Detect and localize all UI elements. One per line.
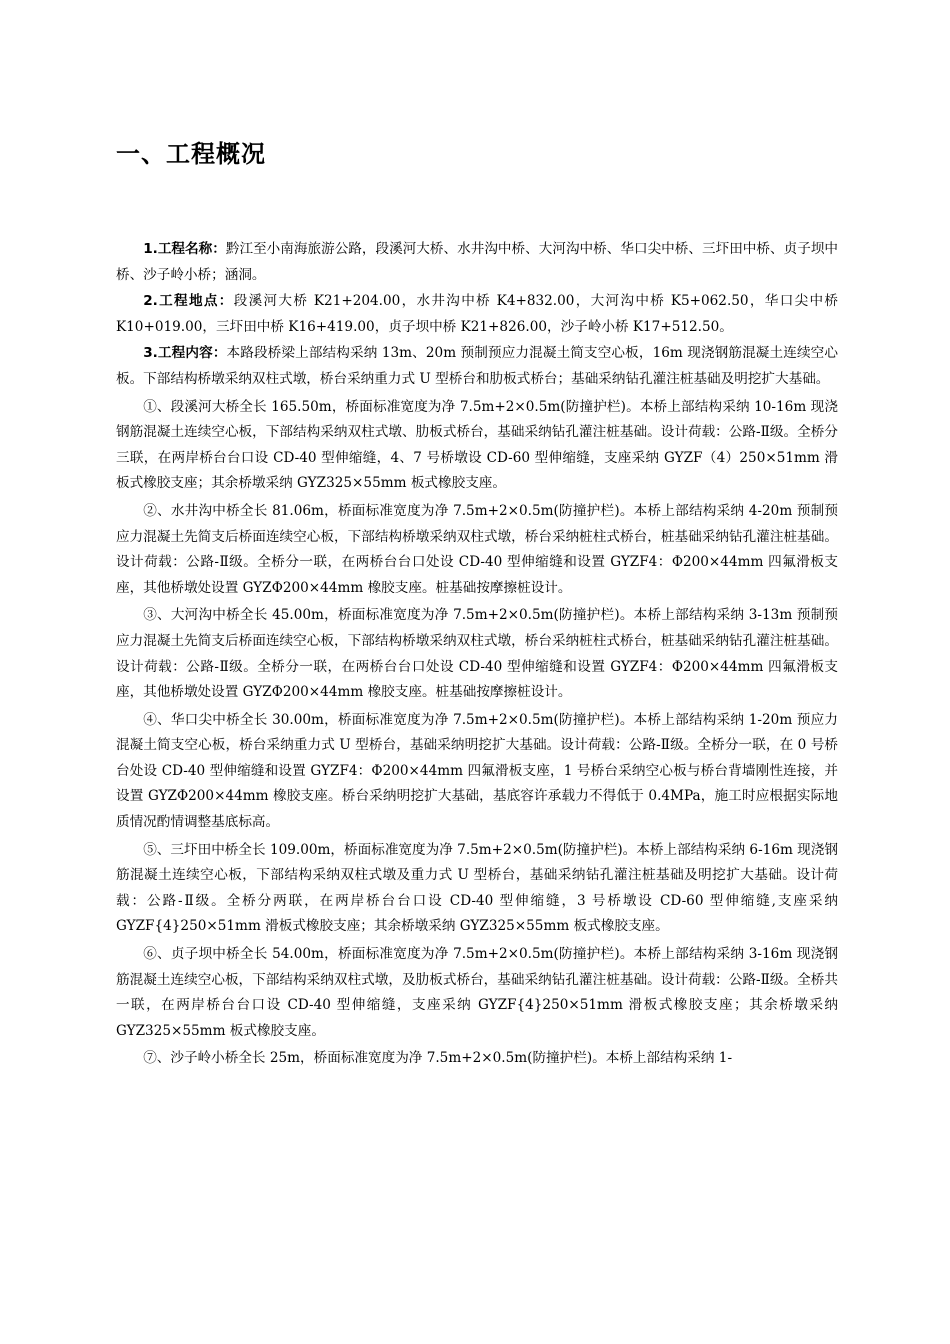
project-name-text: 黔江至小南海旅游公路，段溪河大桥、水井沟中桥、大河沟中桥、华口尖中桥、三圷田中桥、贞子坝中桥、沙子岭小桥；涵洞。 <box>116 241 839 283</box>
project-location-text: 段溪河大桥 K21+204.00，水井沟中桥 K4+832.00，大河沟中桥 K5+062.50，华口尖中桥 K10+019.00，三圷田中桥 K16+419.00，贞子坝中桥 K21+826.00，沙子岭小桥 K17+512.50。 <box>116 293 839 335</box>
bridge-paragraph-3: ③、大河沟中桥全长 45.00m，桥面标准宽度为净 7.5m+2×0.5m(防撞护栏)。本桥上部结构采纳 3-13m 预制预应力混凝土先简支后桥面连续空心板，下部结构桥墩采纳双柱式墩，桥台采纳桩柱式桥台，桩基础采纳钻孔灌注桩基础。设计荷载：公路-Ⅱ级。全桥分一联，在两桥台台口处设 CD-40 型伸缩缝和设置 GYZF4：Φ200×44mm 四氟滑板支座，其他桥墩处设置 GYZΦ200×44mm 橡胶支座。桩基础按摩擦桩设计。 <box>116 607 838 701</box>
project-name-label: 1.工程名称 <box>143 241 213 257</box>
bridge-paragraph-4: ④、华口尖中桥全长 30.00m，桥面标准宽度为净 7.5m+2×0.5m(防撞护栏)。本桥上部结构采纳 1-20m 预应力混凝土简支空心板，桥台采纳重力式 U 型桥台，基础采纳明挖扩大基础。设计荷载：公路-Ⅱ级。全桥分一联，在 0 号桥台处设 CD-40 型伸缩缝和设置 GYZF4：Φ200×44mm 四氟滑板支座，1 号桥台采纳空心板与桥台背墙刚性连接，并设置 GYZΦ200×44mm 橡胶支座。桥台采纳明挖扩大基础，基底容许承载力不得低于 0.4MPa，施工时应根据实际地质情况酌情调整基底标高。 <box>116 711 838 831</box>
bridge-paragraph-5: ⑤、三圷田中桥全长 109.00m，桥面标准宽度为净 7.5m+2×0.5m(防撞护栏)。本桥上部结构采纳 6-16m 现浇钢筋混凝土连续空心板，下部结构采纳双柱式墩及重力式 U 型桥台，基础采纳钻孔灌注桩基础及明挖扩大基础。设计荷载：公路-Ⅱ级。全桥分两联，在两岸桥台台口设 CD-40 型伸缩缝，3 号桥墩设 CD-60 型伸缩缝,支座采纳 GYZF{4}250×51mm 滑板式橡胶支座；其余桥墩采纳 GYZ325×55mm 板式橡胶支座。 <box>116 841 838 935</box>
project-location-paragraph: 2.工程地点：段溪河大桥 K21+204.00，水井沟中桥 K4+832.00，大河沟中桥 K5+062.50，华口尖中桥 K10+019.00，三圷田中桥 K16+419.00，贞子坝中桥 K21+826.00，沙子岭小桥 K17+512.50。 <box>116 293 839 335</box>
bridge-paragraph-6: ⑥、贞子坝中桥全长 54.00m，桥面标准宽度为净 7.5m+2×0.5m(防撞护栏)。本桥上部结构采纳 3-16m 现浇钢筋混凝土连续空心板，下部结构采纳双柱式墩，及肋板式桥台，基础采纳钻孔灌注桩基础。设计荷载：公路-Ⅱ级。全桥共一联，在两岸桥台台口设 CD-40 型伸缩缝，支座采纳 GYZF{4}250×51mm 滑板式橡胶支座；其余桥墩采纳 GYZ325×55mm 板式橡胶支座。 <box>116 946 838 1039</box>
project-content-paragraph: 3.工程内容：本路段桥梁上部结构采纳 13m、20m 预制预应力混凝土简支空心板，16m 现浇钢筋混凝土连续空心板。下部结构桥墩采纳双柱式墩，桥台采纳重力式 U 型桥台和肋板式桥台；基础采纳钻孔灌注桩基础及明挖扩大基础。 <box>116 345 838 387</box>
project-location-label: 2.工程地点 <box>143 293 219 310</box>
project-content-label: 3.工程内容 <box>143 345 213 362</box>
document-body <box>116 236 838 1072</box>
project-content-text: 本路段桥梁上部结构采纳 13m、20m 预制预应力混凝土简支空心板，16m 现浇钢筋混凝土连续空心板。下部结构桥墩采纳双柱式墩，桥台采纳重力式 U 型桥台和肋板式桥台；基础采纳钻孔灌注桩基础及明挖扩大基础。 <box>116 345 838 387</box>
bridge-paragraph-1: ①、段溪河大桥全长 165.50m，桥面标准宽度为净 7.5m+2×0.5m(防撞护栏)。本桥上部结构采纳 10-16m 现浇钢筋混凝土连续空心板，下部结构采纳双柱式墩、肋板式桥台，基础采纳钻孔灌注桩基础。设计荷载：公路-Ⅱ级。全桥分三联，在两岸桥台台口设 CD-40 型伸缩缝，4、7 号桥墩设 CD-60 型伸缩缝，支座采纳 GYZF（4）250×51mm 滑板式橡胶支座；其余桥墩采纳 GYZ325×55mm 板式橡胶支座。 <box>116 398 838 492</box>
bridge-paragraph-7: ⑦、沙子岭小桥全长 25m，桥面标准宽度为净 7.5m+2×0.5m(防撞护栏)。本桥上部结构采纳 1- <box>143 1050 733 1067</box>
bridge-paragraph-2: ②、水井沟中桥全长 81.06m，桥面标准宽度为净 7.5m+2×0.5m(防撞护栏)。本桥上部结构采纳 4-20m 预制预应力混凝土先简支后桥面连续空心板，下部结构桥墩采纳双柱式墩，桥台采纳桩柱式桥台，桩基础采纳钻孔灌注桩基础。设计荷载：公路-Ⅱ级。全桥分一联，在两桥台台口处设 CD-40 型伸缩缝和设置 GYZF4：Φ200×44mm 四氟滑板支座，其他桥墩处设置 GYZΦ200×44mm 橡胶支座。桩基础按摩擦桩设计。 <box>116 502 838 596</box>
section-heading: 一、工程概况 <box>116 140 266 168</box>
project-name-paragraph: 1.工程名称：黔江至小南海旅游公路，段溪河大桥、水井沟中桥、大河沟中桥、华口尖中桥、三圷田中桥、贞子坝中桥、沙子岭小桥；涵洞。 <box>116 241 839 283</box>
